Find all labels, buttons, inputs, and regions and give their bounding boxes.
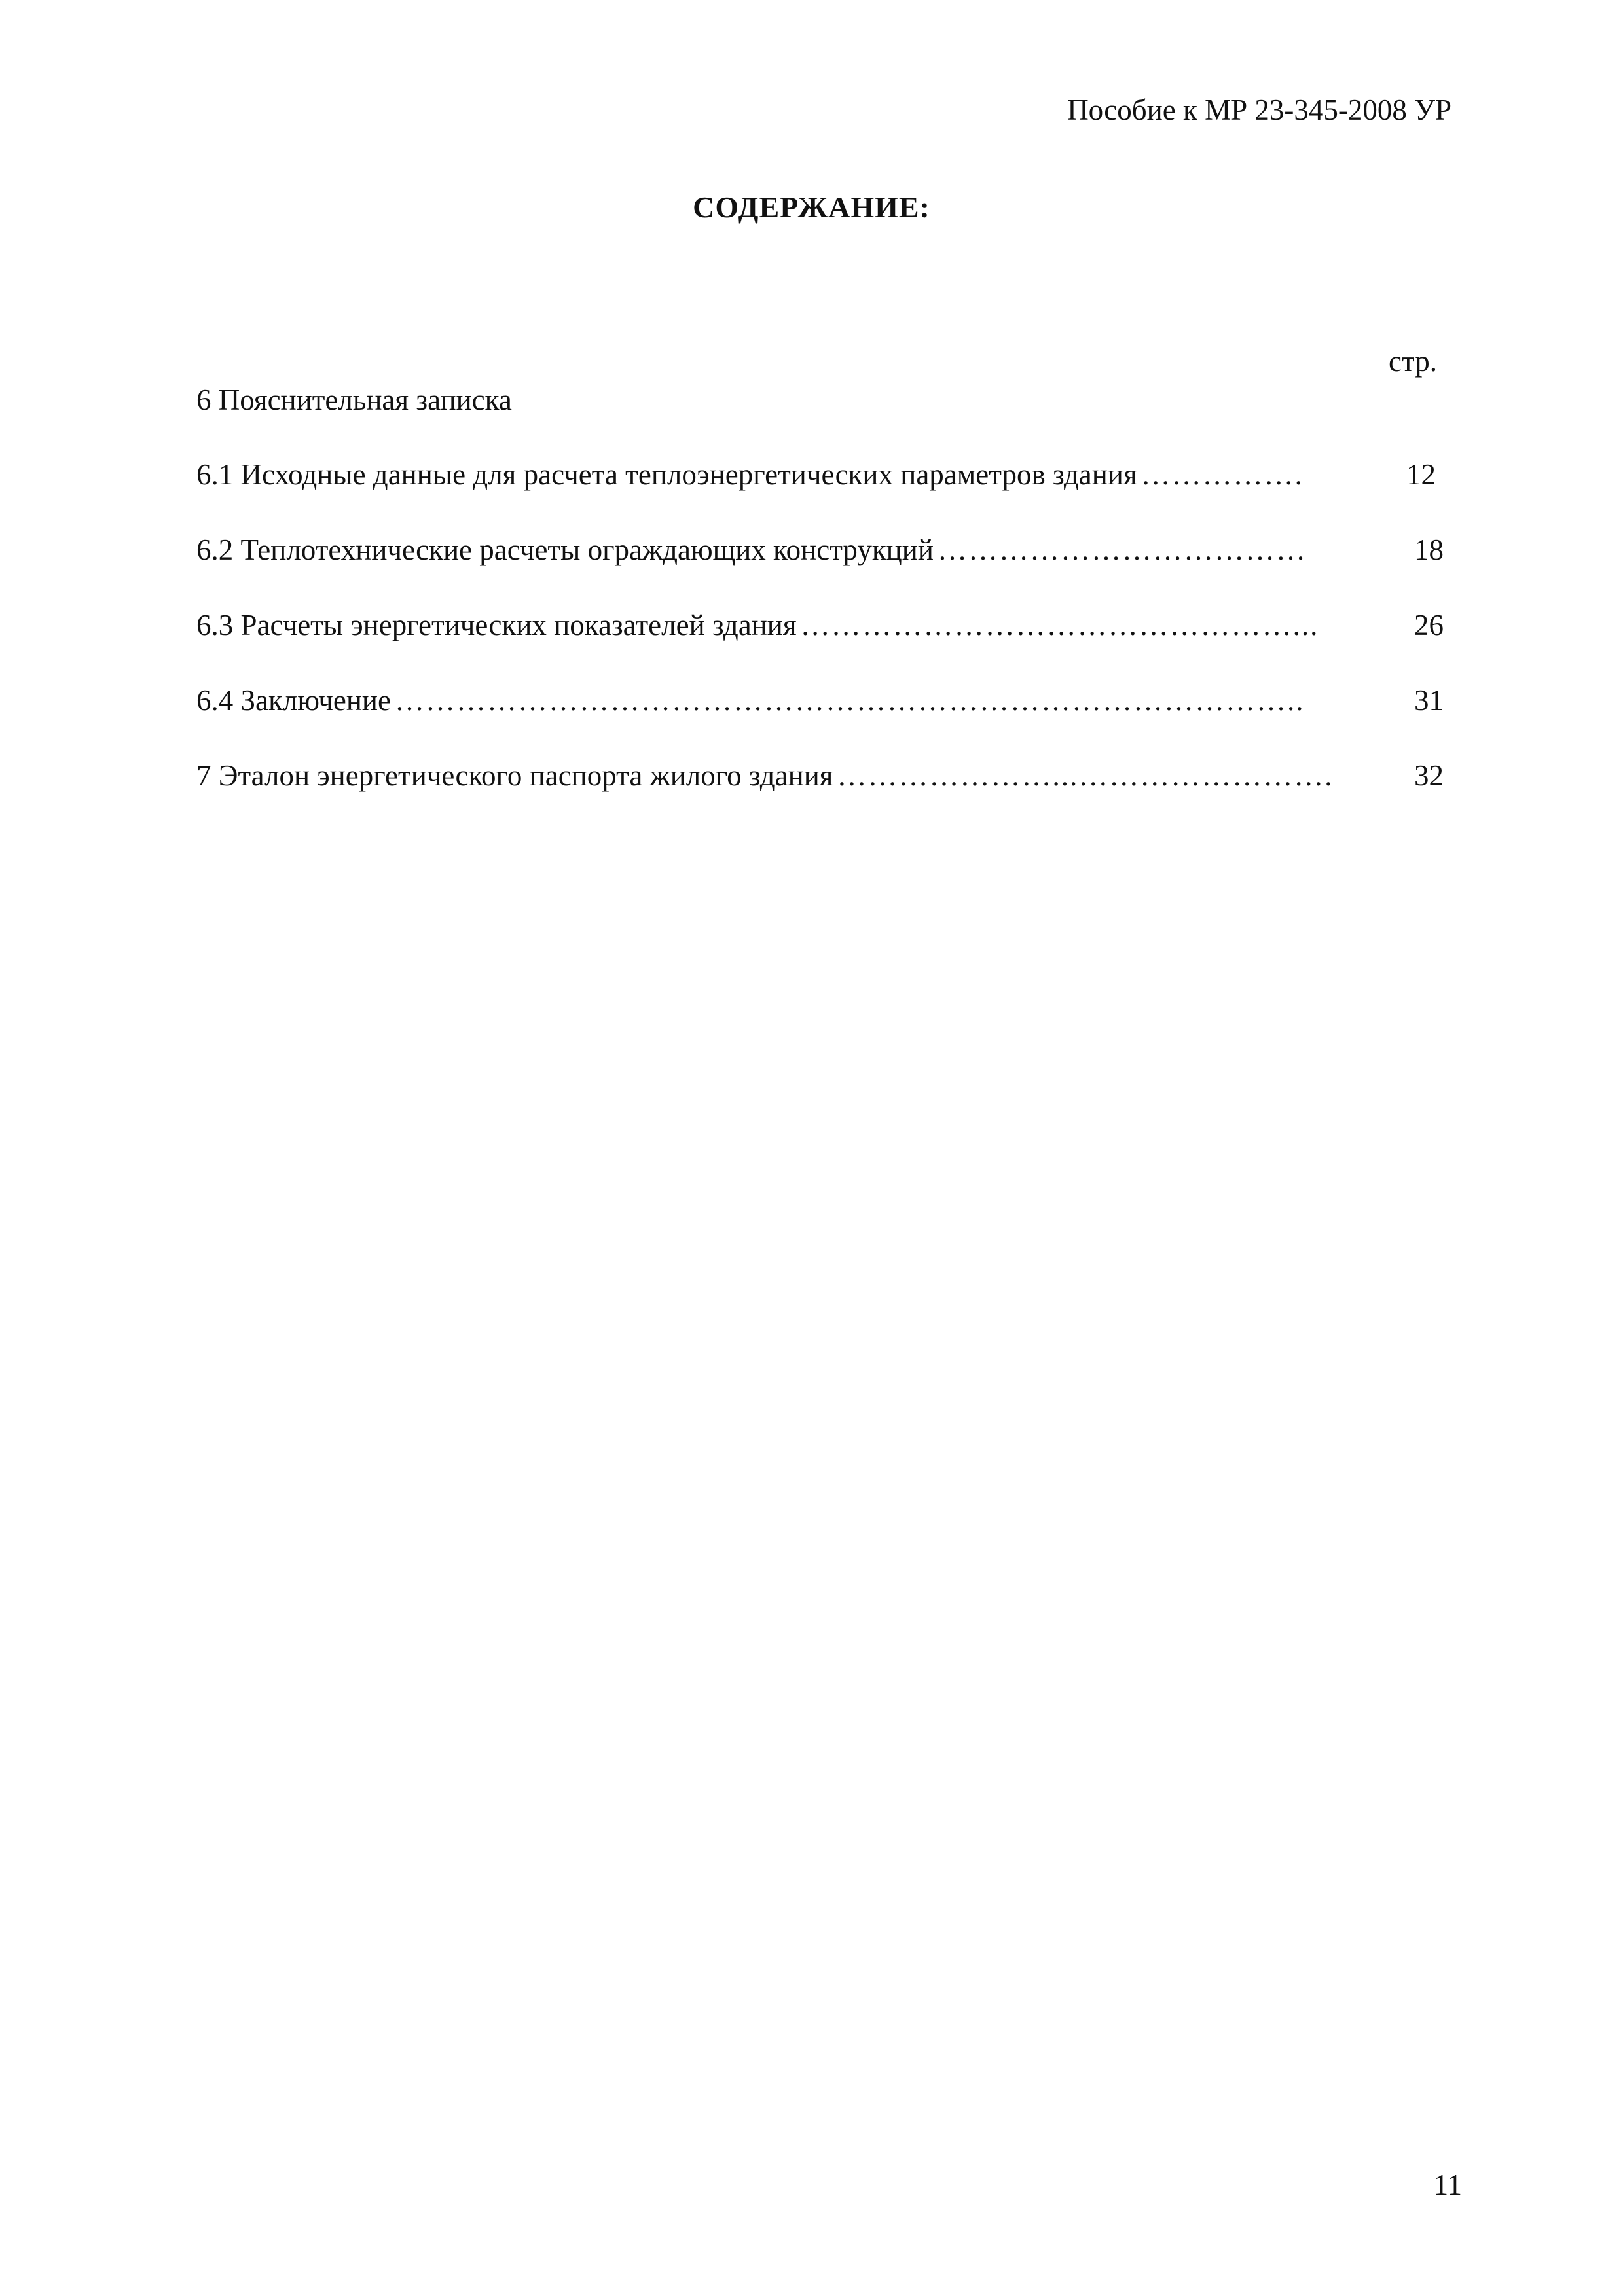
toc-entry-leader: …………………...……………………. bbox=[837, 759, 1334, 792]
table-of-contents bbox=[196, 381, 1453, 792]
toc-entry-label: 6.1 Исходные данные для расчета теплоэнергетических параметров здания bbox=[196, 458, 1137, 491]
toc-entry-leader: …………………………………………... bbox=[800, 609, 1319, 641]
page-column-label: стр. bbox=[1389, 345, 1437, 378]
toc-entry-page: 12 bbox=[1406, 458, 1436, 491]
toc-entry-page: 26 bbox=[1414, 609, 1444, 641]
toc-entry-6-2[interactable] bbox=[196, 531, 1444, 569]
toc-entry-page: 18 bbox=[1414, 533, 1444, 566]
document-reference-header: Пособие к МР 23-345-2008 УР bbox=[1067, 94, 1451, 126]
toc-entry-leader: ……………………………… bbox=[937, 533, 1307, 566]
page-number: 11 bbox=[1433, 2168, 1462, 2201]
toc-entry-7[interactable] bbox=[196, 757, 1444, 795]
page-title: СОДЕРЖАНИЕ: bbox=[693, 190, 930, 224]
toc-entry-label: 7 Эталон энергетического паспорта жилого здания bbox=[196, 759, 833, 792]
toc-entry-6-1[interactable] bbox=[196, 456, 1436, 493]
toc-entry-page: 32 bbox=[1414, 759, 1444, 792]
toc-entry-leader: …………………………………………………………………………….. bbox=[394, 684, 1305, 717]
toc-entry-leader: ……………. bbox=[1140, 458, 1304, 491]
toc-entry-page: 31 bbox=[1414, 684, 1444, 717]
toc-entry-label: 6.3 Расчеты энергетических показателей здания bbox=[196, 609, 797, 641]
toc-entry-label: 6.2 Теплотехнические расчеты ограждающих конструкций bbox=[196, 533, 934, 566]
toc-section-heading: 6 Пояснительная записка bbox=[196, 384, 512, 416]
toc-entry-6-4[interactable] bbox=[196, 681, 1444, 719]
toc-entry-label: 6.4 Заключение bbox=[196, 684, 391, 717]
toc-entry-6-3[interactable] bbox=[196, 606, 1444, 644]
